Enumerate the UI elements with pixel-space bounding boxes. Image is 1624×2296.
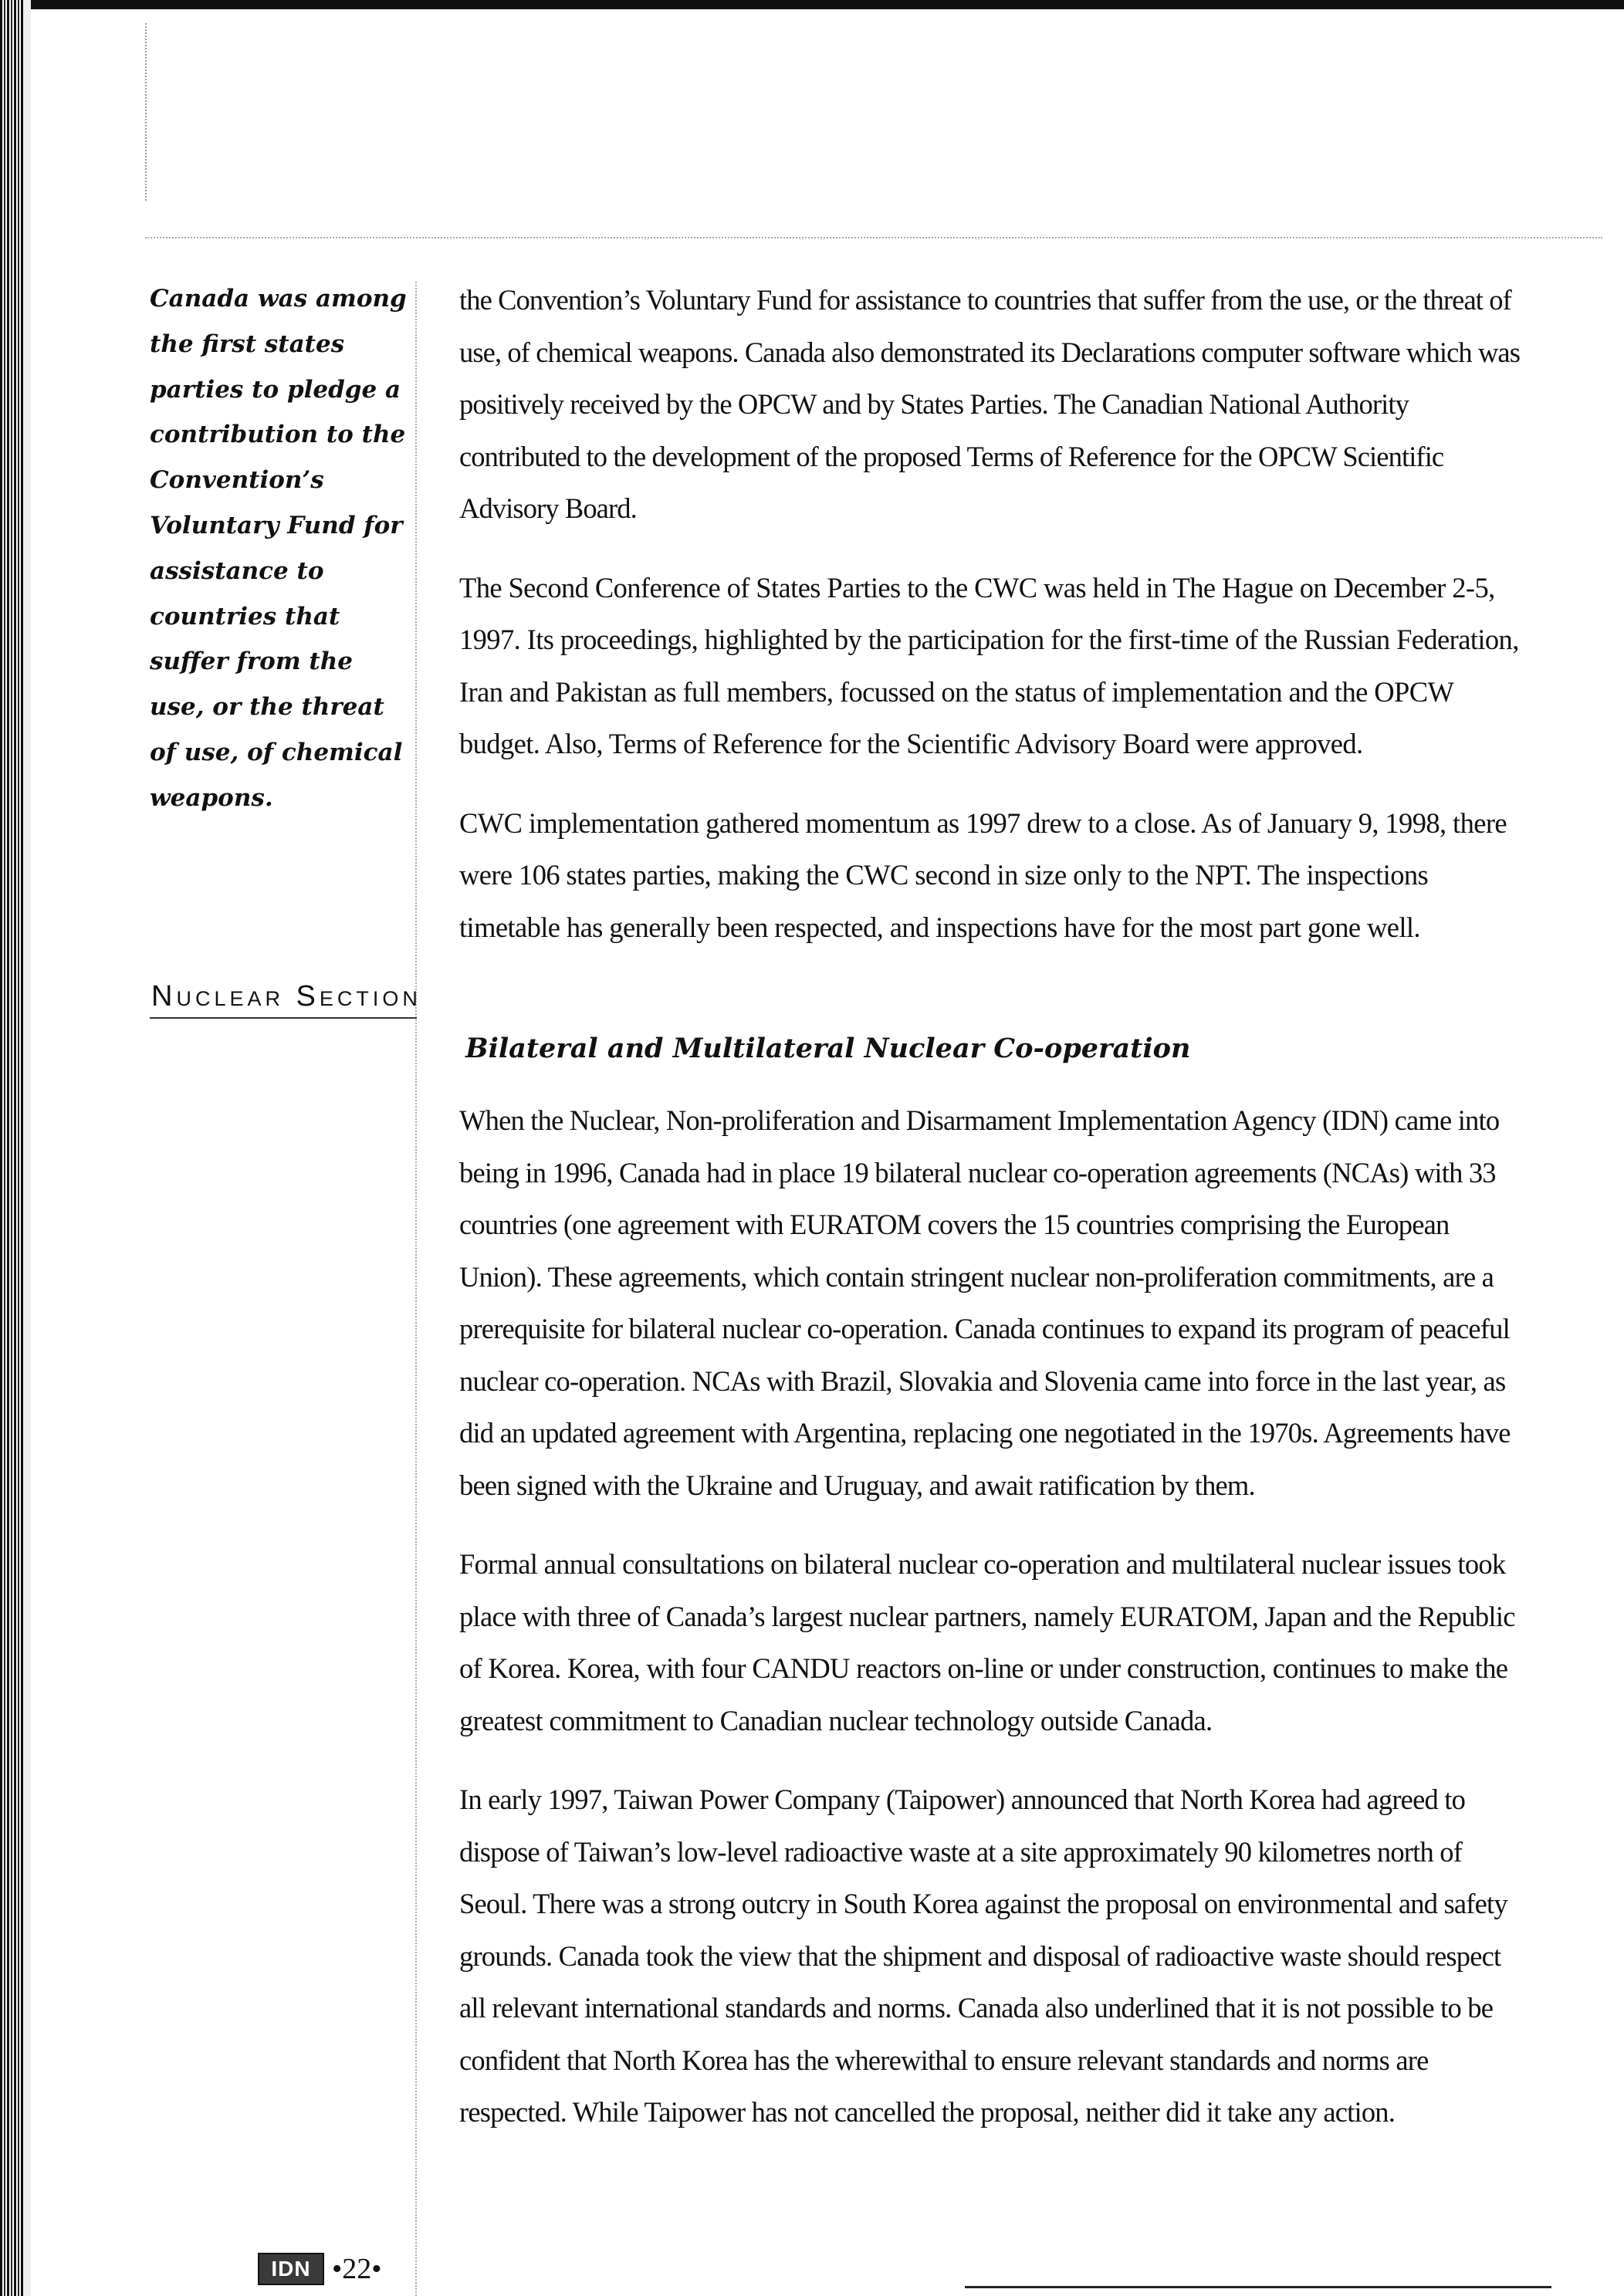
- page-footer: [258, 2252, 382, 2286]
- scan-top-edge: [0, 0, 1624, 9]
- nuclear-section: [459, 1026, 1528, 2166]
- paragraph-nuclear-agreements: When the Nuclear, Non-proliferation and Disarmament Implementation Agency (IDN) came into being in 1996, Canada had in place 19 bilateral nuclear co-operation agreements (NCAs) with 33 countries (one agreement with EURATOM covers the 15 countries comprising the European Union). These agreements, which contain stringent nuclear non-proliferation commitments, are a prerequisite for bilateral nuclear co-operation. Canada continues to expand its program of peaceful nuclear co-operation. NCAs with Brazil, Slovakia and Slovenia came into force in the last year, as did an updated agreement with Argentina, replacing one negotiated in the 1970s. Agreements have been signed with the Ukraine and Uruguay, and await ratification by them.: [459, 1104, 1511, 1501]
- paragraph-second-conference: The Second Conference of States Parties to the CWC was held in The Hague on December 2-5, 1997. Its proceedings, highlighted by the participation for the first-time of the Russian Federation, Iran and Pakistan as full members, focussed on the status of implementation and the OPCW budget. Also, Terms of Reference for the Scientific Advisory Board were approved.: [459, 571, 1519, 759]
- idn-logo: IDN: [258, 2253, 324, 2285]
- section-label: Nuclear Section: [151, 980, 421, 1013]
- section-label-underline: [150, 1017, 417, 1019]
- column-divider: [415, 282, 417, 2296]
- section-heading: Bilateral and Multilateral Nuclear Co-operation: [465, 1033, 1191, 1064]
- main-column: [459, 274, 1528, 980]
- paragraph-taipower: In early 1997, Taiwan Power Company (Taipower) announced that North Korea had agreed to dispose of Taiwan’s low-level radioactive waste at a site approximately 90 kilometres north of Seoul. There was a strong outcry in South Korea against the proposal on environmental and safety grounds. Canada took the view that the shipment and disposal of radioactive waste should respect all relevant international standards and norms. Canada also underlined that it is not possible to be confident that North Korea has the wherewithal to ensure relevant standards and norms are respected. While Taipower has not cancelled the proposal, neither did it take any action.: [459, 1784, 1507, 2128]
- page-number: •22•: [332, 2253, 382, 2285]
- top-margin-dotted-rule: [145, 23, 147, 201]
- header-dotted-rule: [145, 237, 1602, 238]
- scan-binding-edge: [0, 0, 23, 2296]
- paragraph-voluntary-fund: the Convention’s Voluntary Fund for assistance to countries that suffer from the use, or the threat of use, of chemical weapons. Canada also demonstrated its Declarations computer software which was positively received by the OPCW and by States Parties. The Canadian National Authority contributed to the development of the proposed Terms of Reference for the OPCW Scientific Advisory Board.: [459, 284, 1521, 524]
- sidebar-pull-quote: Canada was among the first states parties to pledge a contribution to the Convention’s Voluntary Fund for assistance to countries that suffer from the use, or the threat of use, of chemical weapons.: [150, 285, 407, 812]
- bottom-rule: [965, 2286, 1551, 2288]
- paragraph-cwc-implementation: CWC implementation gathered momentum as 1997 drew to a close. As of January 9, 1998, there were 106 states parties, making the CWC second in size only to the NPT. The inspections timetable has generally been respected, and inspections have for the most part gone well.: [459, 806, 1507, 943]
- scan-binding-shadow: [23, 0, 31, 2296]
- paragraph-annual-consultations: Formal annual consultations on bilateral nuclear co-operation and multilateral nuclear issues took place with three of Canada’s largest nuclear partners, namely EURATOM, Japan and the Republic of Korea. Korea, with four CANDU reactors on-line or under construction, continues to make the greatest commitment to Canadian nuclear technology outside Canada.: [459, 1548, 1515, 1736]
